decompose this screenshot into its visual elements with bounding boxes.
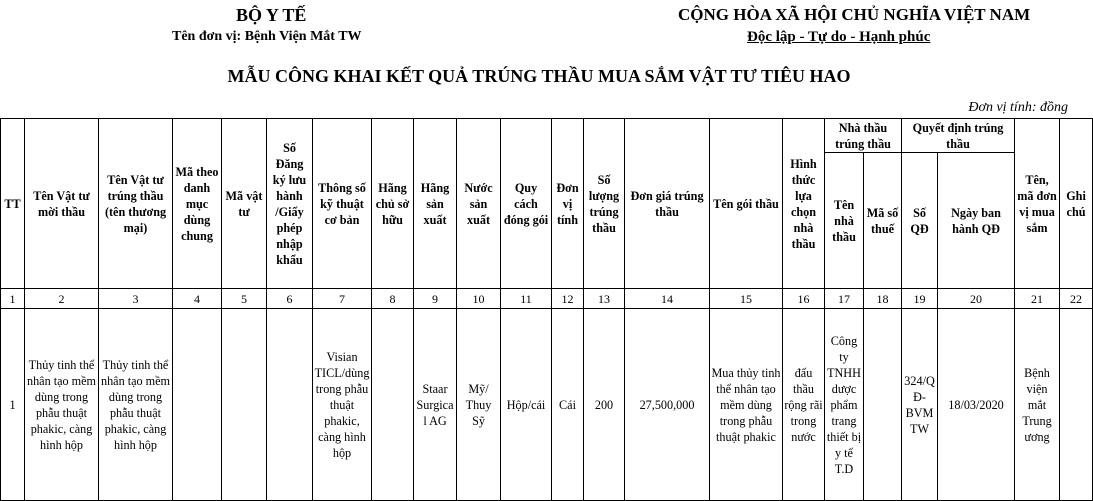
col-header-18: Mã số thuế	[864, 153, 902, 289]
col-number: 15	[710, 289, 783, 309]
col-number: 12	[552, 289, 584, 309]
cell-country: Mỹ/ Thuy Sỹ	[457, 309, 501, 501]
col-header-7: Thông số kỹ thuật cơ bản	[313, 119, 372, 289]
table-row	[1, 309, 1093, 501]
col-header-8: Hãng chủ sở hữu	[372, 119, 414, 289]
cell-decision-date: 18/03/2020	[938, 309, 1015, 501]
cell-registration-no	[267, 309, 313, 501]
col-number: 9	[414, 289, 457, 309]
col-number: 20	[938, 289, 1015, 309]
cell-unit: Cái	[552, 309, 584, 501]
cell-invited-name: Thủy tinh thể nhân tạo mềm dùng trong phẫu thuật phakic, càng hình hộp	[25, 309, 99, 501]
cell-packing: Hộp/cái	[501, 309, 552, 501]
col-header-19: Số QĐ	[902, 153, 938, 289]
cell-unit-price: 27,500,000	[625, 309, 710, 501]
col-number: 11	[501, 289, 552, 309]
cell-quantity: 200	[584, 309, 625, 501]
col-header-14: Đơn giá trúng thầu	[625, 119, 710, 289]
cell-selection-method: đấu thầu rộng rãi trong nước	[783, 309, 825, 501]
col-header-11: Quy cách đóng gói	[501, 119, 552, 289]
col-header-2: Tên Vật tư mời thầu	[25, 119, 99, 289]
document-title: MẪU CÔNG KHAI KẾT QUẢ TRÚNG THẦU MUA SẮM VẬT TƯ TIÊU HAO	[227, 66, 851, 86]
col-number: 2	[25, 289, 99, 309]
col-header-22: Ghi chú	[1060, 119, 1093, 289]
cell-common-code	[173, 309, 222, 501]
col-number: 10	[457, 289, 501, 309]
col-number: 21	[1015, 289, 1060, 309]
cell-note	[1060, 309, 1093, 501]
col-header-6: Số Đăng ký lưu hành /Giấy phép nhập khẩu	[267, 119, 313, 289]
col-header-20: Ngày ban hành QĐ	[938, 153, 1015, 289]
cell-buyer: Bệnh viện mắt Trung ương	[1015, 309, 1060, 501]
col-header-9: Hãng sản xuất	[414, 119, 457, 289]
col-header-12: Đơn vị tính	[552, 119, 584, 289]
col-number: 1	[1, 289, 25, 309]
col-header-3: Tên Vật tư trúng thầu (tên thương mại)	[99, 119, 173, 289]
results-table	[0, 118, 1093, 501]
ministry-heading: BỘ Y TẾ	[236, 5, 307, 25]
col-number: 6	[267, 289, 313, 309]
col-number: 13	[584, 289, 625, 309]
nation-heading: CỘNG HÒA XÃ HỘI CHỦ NGHĨA VIỆT NAM	[678, 5, 1031, 24]
col-header-1: TT	[1, 119, 25, 289]
col-number: 19	[902, 289, 938, 309]
col-header-13: Số lượng trúng thầu	[584, 119, 625, 289]
col-header-21: Tên, mã đơn vị mua sắm	[1015, 119, 1060, 289]
col-number: 3	[99, 289, 173, 309]
col-number: 7	[313, 289, 372, 309]
currency-unit-note: Đơn vị tính: đồng	[968, 100, 1068, 115]
cell-item-code	[222, 309, 267, 501]
col-number: 16	[783, 289, 825, 309]
cell-contractor: Công ty TNHH dược phẩm trang thiết bị y tế T.D	[825, 309, 864, 501]
col-header-4: Mã theo danh mục dùng chung	[173, 119, 222, 289]
col-header-5: Mã vật tư	[222, 119, 267, 289]
column-number-row	[1, 289, 1093, 309]
cell-manufacturer: Staar Surgical AG	[414, 309, 457, 501]
cell-winning-name: Thủy tinh thể nhân tạo mềm dùng trong phẫu thuật phakic, càng hình hộp	[99, 309, 173, 501]
col-number: 4	[173, 289, 222, 309]
col-header-10: Nước sản xuất	[457, 119, 501, 289]
cell-package-name: Mua thủy tinh thể nhân tạo mềm dùng trong phẫu thuật phakic	[710, 309, 783, 501]
group-header-contractor: Nhà thầu trúng thầu	[825, 119, 902, 153]
col-number: 8	[372, 289, 414, 309]
header-row-1	[1, 119, 1093, 153]
cell-specs: Visian TICL/dùng trong phẫu thuật phakic, càng hình hộp	[313, 309, 372, 501]
col-number: 5	[222, 289, 267, 309]
cell-decision-no: 324/QĐ-BVMTW	[902, 309, 938, 501]
col-header-17: Tên nhà thầu	[825, 153, 864, 289]
col-header-16: Hình thức lựa chọn nhà thầu	[783, 119, 825, 289]
cell-tax-code	[864, 309, 902, 501]
col-number: 14	[625, 289, 710, 309]
col-number: 22	[1060, 289, 1093, 309]
col-number: 18	[864, 289, 902, 309]
cell-tt: 1	[1, 309, 25, 501]
group-header-decision: Quyết định trúng thầu	[902, 119, 1015, 153]
cell-owner	[372, 309, 414, 501]
motto-line: Độc lập - Tự do - Hạnh phúc	[747, 29, 931, 45]
unit-line: Tên đơn vị: Bệnh Viện Mắt TW	[172, 29, 362, 44]
col-header-15: Tên gói thầu	[710, 119, 783, 289]
col-number: 17	[825, 289, 864, 309]
